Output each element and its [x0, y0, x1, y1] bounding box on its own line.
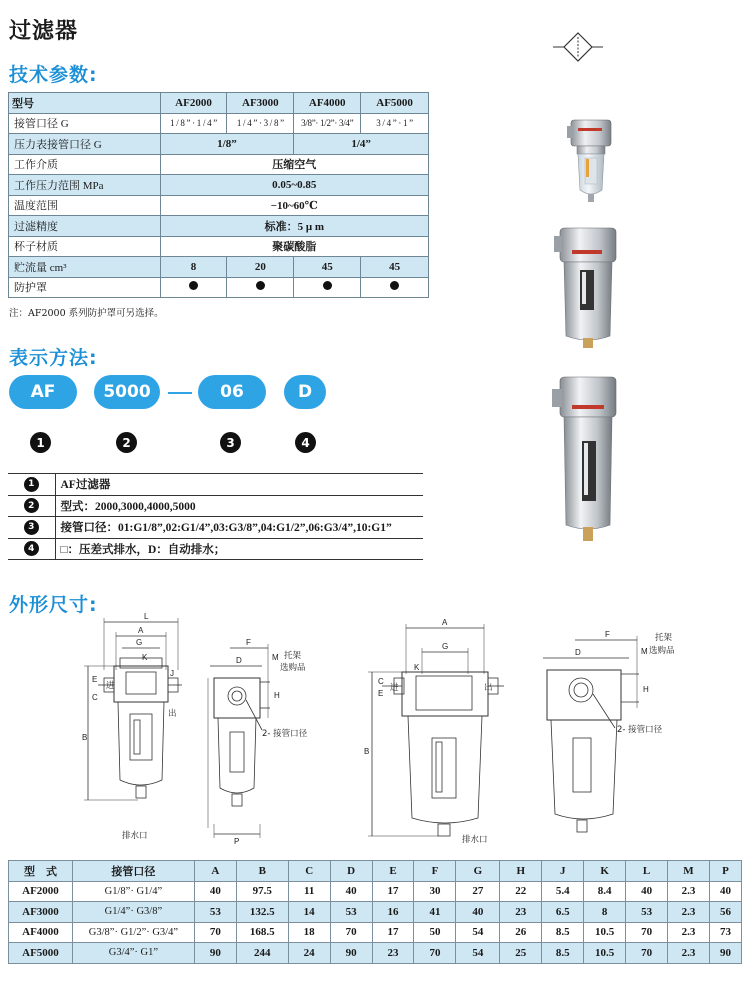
dims-cell: 18: [288, 922, 330, 943]
spec-header-cell: AF3000: [227, 93, 294, 114]
spec-label: 接管口径 G: [9, 113, 161, 134]
dims-cell: 17: [372, 922, 414, 943]
spec-header-cell: AF2000: [160, 93, 227, 114]
product-image-af4000: [552, 375, 624, 547]
code-number-2: 2: [116, 432, 137, 453]
dims-header-cell: B: [236, 861, 288, 882]
spec-row-cup: [9, 236, 429, 257]
dim-label: M: [641, 647, 648, 656]
spec-cell: [227, 277, 294, 298]
dim-label: D: [236, 656, 242, 665]
spec-header-cell: 型号: [9, 93, 161, 114]
product-image-af3000: [554, 226, 624, 358]
spec-cell: 1 / 4 ” · 3 / 8 ”: [227, 113, 294, 134]
spec-cell: 45: [361, 257, 429, 278]
spec-label: 杯子材质: [9, 236, 161, 257]
dim-label: F: [605, 630, 610, 639]
table-row: [9, 922, 742, 943]
code-number-1: 1: [30, 432, 51, 453]
code-part-type: AF: [9, 375, 77, 409]
number-badge-icon: 1: [24, 477, 39, 492]
spec-label: 贮流量 cm³: [9, 257, 161, 278]
bullet-icon: [390, 281, 399, 290]
dims-cell: 6.5: [542, 902, 584, 923]
dims-cell: 10.5: [584, 922, 626, 943]
bullet-icon: [189, 281, 198, 290]
note-text: 注：AF2000 系列防护罩可另选择。: [9, 308, 164, 319]
dim-label: B: [82, 733, 88, 742]
section-title-dims: 外形尺寸:: [9, 594, 98, 616]
dims-cell: AF2000: [9, 881, 73, 902]
spec-cell: 45: [294, 257, 361, 278]
dims-cell: G1/8”· G1/4”: [72, 881, 194, 902]
dim-label: F: [246, 638, 251, 647]
spec-cell: [361, 277, 429, 298]
dims-cell: 10.5: [584, 943, 626, 964]
dims-cell: AF4000: [9, 922, 73, 943]
dims-header-cell: 接管口径: [72, 861, 194, 882]
dims-cell: 8: [584, 902, 626, 923]
spec-row-volume: [9, 257, 429, 278]
number-badge-icon: 3: [24, 520, 39, 535]
dims-cell: 56: [709, 902, 741, 923]
dims-cell: 40: [626, 881, 668, 902]
table-row: [9, 943, 742, 964]
dim-label: A: [442, 618, 448, 627]
spec-cell: 1/8”: [160, 134, 294, 155]
dims-cell: 244: [236, 943, 288, 964]
dims-cell: 5.4: [542, 881, 584, 902]
dims-cell: G3/4”· G1”: [72, 943, 194, 964]
spec-label: 工作压力范围 MPa: [9, 175, 161, 196]
dims-header-cell: G: [456, 861, 500, 882]
dim-label: B: [364, 747, 370, 756]
dimension-table: [8, 860, 742, 964]
dims-header-cell: D: [330, 861, 372, 882]
dim-label: E: [378, 689, 384, 698]
outlet-label: 出: [168, 709, 177, 719]
dims-header-cell: F: [414, 861, 456, 882]
dims-cell: 8.4: [584, 881, 626, 902]
dims-cell: 168.5: [236, 922, 288, 943]
dim-label: C: [92, 693, 98, 702]
page-title: 过滤器: [9, 18, 79, 44]
section-title-code: 表示方法:: [9, 347, 98, 369]
legend-row: [8, 517, 423, 539]
legend-text: AF过滤器: [55, 474, 423, 496]
spec-cell: 8: [160, 257, 227, 278]
spec-cell: 3/8”· 1/2”· 3/4”: [294, 113, 361, 134]
spec-cell: 20: [227, 257, 294, 278]
dim-label: C: [378, 677, 384, 686]
dim-label: K: [142, 653, 148, 662]
dims-cell: 70: [330, 922, 372, 943]
legend-text: 接管口径：01:G1/8”,02:G1/4”,03:G3/8”,04:G1/2”,06:G3/4”,10:G1”: [55, 517, 423, 539]
code-dash: [168, 392, 192, 394]
spec-label: 防护罩: [9, 277, 161, 298]
spec-cell: [160, 277, 227, 298]
spec-cell: 聚碳酸脂: [160, 236, 428, 257]
dims-cell: 40: [330, 881, 372, 902]
dims-cell: 41: [414, 902, 456, 923]
dims-cell: G1/4”· G3/8”: [72, 902, 194, 923]
dims-cell: 22: [500, 881, 542, 902]
dimension-drawing-large-side: [535, 628, 685, 840]
dim-label: E: [92, 675, 98, 684]
code-part-drain: D: [284, 375, 326, 409]
spec-cell: 1 / 8 ” · 1 / 4 ”: [160, 113, 227, 134]
dims-cell: 26: [500, 922, 542, 943]
spec-cell: [294, 277, 361, 298]
bracket-label: 托架: [655, 633, 673, 643]
dims-header-cell: M: [668, 861, 710, 882]
dim-label: K: [414, 663, 420, 672]
dim-label: L: [144, 612, 149, 621]
dims-cell: 54: [456, 943, 500, 964]
dim-label: A: [138, 626, 144, 635]
dim-label: H: [274, 691, 280, 700]
code-part-series: 5000: [94, 375, 160, 409]
port-label: 2- 接管口径: [262, 729, 308, 739]
spec-cell: −10~60℃: [160, 195, 428, 216]
dims-cell: 70: [626, 922, 668, 943]
dimension-drawing-small-front: [78, 610, 188, 842]
dims-cell: 90: [330, 943, 372, 964]
legend-text: □：压差式排水，D：自动排水；: [55, 538, 423, 560]
dims-cell: 53: [194, 902, 236, 923]
dims-header-cell: K: [584, 861, 626, 882]
dims-cell: 16: [372, 902, 414, 923]
spec-header-cell: AF5000: [361, 93, 429, 114]
dims-cell: 90: [194, 943, 236, 964]
dims-cell: 70: [626, 943, 668, 964]
dims-cell: 24: [288, 943, 330, 964]
spec-row-medium: [9, 154, 429, 175]
dims-cell: 73: [709, 922, 741, 943]
dim-label: H: [643, 685, 649, 694]
spec-header-cell: AF4000: [294, 93, 361, 114]
dims-header-row: [9, 861, 742, 882]
dims-cell: 23: [500, 902, 542, 923]
spec-row-port: [9, 113, 429, 134]
dims-cell: 2.3: [668, 881, 710, 902]
dims-cell: 30: [414, 881, 456, 902]
number-badge-icon: 2: [24, 498, 39, 513]
dims-cell: G3/8”· G1/2”· G3/4”: [72, 922, 194, 943]
dims-cell: 8.5: [542, 943, 584, 964]
spec-label: 压力表接管口径 G: [9, 134, 161, 155]
legend-row: [8, 538, 423, 560]
dims-cell: AF5000: [9, 943, 73, 964]
dim-label: D: [575, 648, 581, 657]
spec-label: 过滤精度: [9, 216, 161, 237]
drain-label: 排水口: [462, 835, 488, 845]
code-number-4: 4: [295, 432, 316, 453]
dims-cell: 53: [626, 902, 668, 923]
spec-cell: 3 / 4 ” · 1 ”: [361, 113, 429, 134]
spec-cell: 1/4”: [294, 134, 429, 155]
dims-header-cell: A: [194, 861, 236, 882]
option-label: 选购品: [649, 646, 675, 656]
dims-cell: 2.3: [668, 902, 710, 923]
spec-cell: 标准：5 μ m: [160, 216, 428, 237]
port-label: 2- 接管口径: [617, 725, 663, 735]
spec-header-row: [9, 93, 429, 114]
dims-cell: 27: [456, 881, 500, 902]
dims-cell: 40: [709, 881, 741, 902]
dims-cell: 70: [414, 943, 456, 964]
dims-cell: 2.3: [668, 943, 710, 964]
dims-cell: 2.3: [668, 922, 710, 943]
dims-cell: 8.5: [542, 922, 584, 943]
product-image-af2000: [567, 118, 617, 218]
bullet-icon: [256, 281, 265, 290]
spec-label: 温度范围: [9, 195, 161, 216]
dims-header-cell: H: [500, 861, 542, 882]
dims-cell: 40: [194, 881, 236, 902]
spec-row-guard: [9, 277, 429, 298]
spec-row-gauge: [9, 134, 429, 155]
number-badge-icon: 4: [24, 541, 39, 556]
dims-cell: 54: [456, 922, 500, 943]
spec-row-precision: [9, 216, 429, 237]
drain-label: 排水口: [122, 831, 148, 841]
legend-row: [8, 495, 423, 517]
dim-label: G: [136, 638, 143, 647]
spec-cell: 压缩空气: [160, 154, 428, 175]
dims-cell: 70: [194, 922, 236, 943]
dims-cell: 14: [288, 902, 330, 923]
dims-header-cell: C: [288, 861, 330, 882]
dimension-drawing-large-front: [358, 614, 508, 846]
spec-cell: 0.05~0.85: [160, 175, 428, 196]
dims-header-cell: E: [372, 861, 414, 882]
spec-row-temp: [9, 195, 429, 216]
dims-cell: 50: [414, 922, 456, 943]
option-label: 选购品: [280, 663, 306, 673]
dims-cell: 17: [372, 881, 414, 902]
bullet-icon: [323, 281, 332, 290]
code-number-3: 3: [220, 432, 241, 453]
bracket-label: 托架: [284, 651, 302, 661]
outlet-label: 出: [484, 683, 493, 693]
dim-label: G: [442, 642, 449, 651]
dims-header-cell: J: [542, 861, 584, 882]
dims-cell: 53: [330, 902, 372, 923]
dims-cell: 40: [456, 902, 500, 923]
inlet-label: 进: [106, 681, 115, 691]
spec-label: 工作介质: [9, 154, 161, 175]
dims-header-cell: L: [626, 861, 668, 882]
table-row: [9, 902, 742, 923]
legend-text: 型式：2000,3000,4000,5000: [55, 495, 423, 517]
dimension-drawing-small-side: [200, 638, 320, 848]
code-legend-table: [8, 473, 423, 560]
dim-label: P: [234, 837, 240, 846]
dims-cell: AF3000: [9, 902, 73, 923]
legend-row: [8, 474, 423, 496]
inlet-label: 进: [390, 683, 399, 693]
dims-cell: 11: [288, 881, 330, 902]
dim-label: J: [170, 669, 174, 678]
dims-cell: 23: [372, 943, 414, 964]
spec-row-pressure: [9, 175, 429, 196]
table-row: [9, 881, 742, 902]
filter-symbol-icon: [553, 32, 603, 72]
dims-header-cell: 型 式: [9, 861, 73, 882]
dims-cell: 90: [709, 943, 741, 964]
dims-cell: 97.5: [236, 881, 288, 902]
section-title-spec: 技术参数:: [9, 64, 98, 86]
dims-cell: 132.5: [236, 902, 288, 923]
dims-header-cell: P: [709, 861, 741, 882]
dims-cell: 25: [500, 943, 542, 964]
dim-label: M: [272, 653, 279, 662]
code-part-port: 06: [198, 375, 266, 409]
spec-table: [8, 92, 429, 298]
